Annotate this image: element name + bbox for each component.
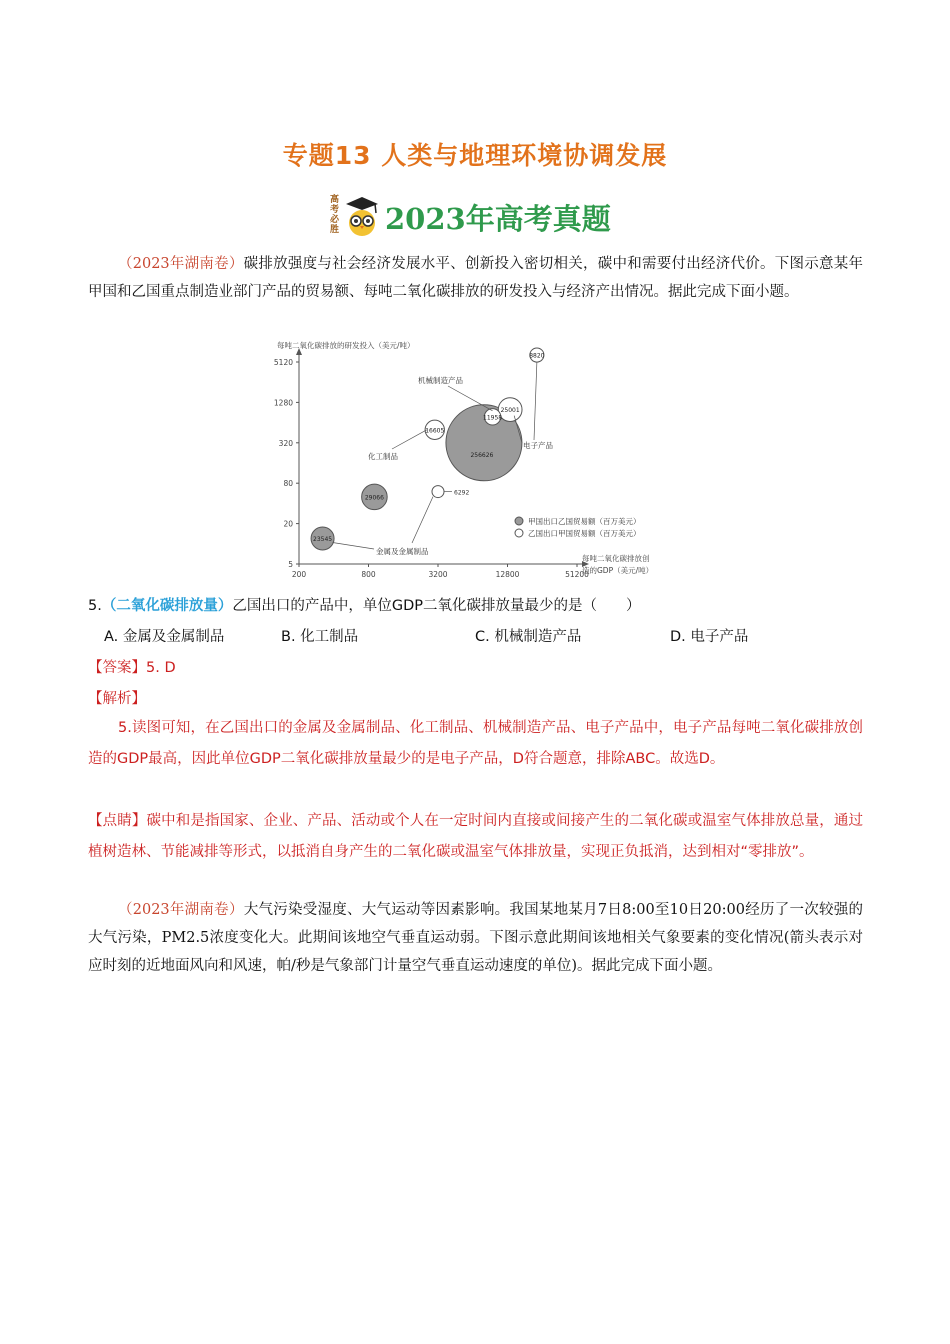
x-tick-label: 51200 <box>565 570 589 578</box>
bubble-chart <box>272 338 672 578</box>
question-tag: （二氧化碳排放量） <box>101 598 233 614</box>
answer-line: 【答案】5. D <box>88 660 176 676</box>
tip-paragraph <box>88 806 863 868</box>
leader-line <box>333 542 374 549</box>
bubble-value-label: 256626 <box>470 451 494 459</box>
legend-marker <box>515 529 523 537</box>
x-tick-label: 200 <box>291 570 307 578</box>
x-axis-label: 造的GDP（美元/吨） <box>582 566 654 575</box>
option-d[interactable]: D. 电子产品 <box>670 629 749 645</box>
annotation-label: 电子产品 <box>523 441 553 450</box>
x-tick-label: 800 <box>361 570 376 578</box>
tip-text: 碳中和是指国家、企业、产品、活动或个人在一定时间内直接或间接产生的二氧化碳或温室气体排放总量，通过植树造林、节能减排等形式，以抵消自身产生的二氧化碳或温室气体排放量，实现正负抵消，达到相对“零排放”。 <box>88 813 863 860</box>
intro-paragraph-2 <box>88 896 863 980</box>
y-tick-label: 1280 <box>273 398 293 408</box>
annotation-label: 机械制造产品 <box>418 376 463 385</box>
annotation-label: 金属及金属制品 <box>376 547 429 556</box>
exam-badge <box>330 193 630 239</box>
bubble-value-label: 23545 <box>313 535 333 543</box>
y-tick-label: 5 <box>288 560 293 569</box>
analysis-label: 【解析】 <box>88 691 146 707</box>
bubble-value-label: 25001 <box>500 407 520 415</box>
legend-label: 乙国出口甲国贸易额（百万美元） <box>528 529 641 538</box>
y-tick-label: 20 <box>283 519 293 529</box>
bubble-value-label: 16605 <box>425 427 445 435</box>
analysis-text: 5.读图可知，在乙国出口的金属及金属制品、化工制品、机械制造产品、电子产品中，电子产品每吨二氧化碳排放创造的GDP最高，因此单位GDP二氧化碳排放量最少的是电子产品，D符合题意，排除ABC。故选D。 <box>88 720 863 767</box>
x-axis-label: 每吨二氧化碳排放创 <box>582 554 650 563</box>
legend-label: 甲国出口乙国贸易额（百万美元） <box>528 517 641 526</box>
question-number: 5. <box>88 598 102 614</box>
tip-label: 【点睛】 <box>88 813 147 829</box>
badge-main-text: 2023年高考真题 <box>385 202 611 236</box>
owl-mascot-icon <box>342 195 382 237</box>
source-label-2: （2023年湖南卷） <box>118 902 244 918</box>
option-a[interactable]: A. 金属及金属制品 <box>104 629 225 645</box>
y-tick-label: 80 <box>283 479 293 489</box>
page-title: 专题13 人类与地理环境协调发展 <box>282 141 668 170</box>
leader-line <box>534 362 537 440</box>
y-axis-label: 每吨二氧化碳排放的研发投入（美元/吨） <box>277 341 415 350</box>
source-label: （2023年湖南卷） <box>118 256 244 272</box>
x-tick-label: 12800 <box>495 570 520 578</box>
option-c[interactable]: C. 机械制造产品 <box>475 629 582 645</box>
bubble-value-label: 11958 <box>483 414 503 422</box>
bubble-value-label: 6292 <box>454 489 470 497</box>
y-tick-label: 5120 <box>273 358 293 367</box>
bubble-hollow <box>432 486 444 498</box>
intro-text: 碳排放强度与社会经济发展水平、创新投入密切相关，碳中和需要付出经济代价。下图示意某年甲国和乙国重点制造业部门产品的贸易额、每吨二氧化碳排放的研发投入与经济产出情况。据此完成下面小题。 <box>88 256 863 300</box>
bubble-value-label: 8820 <box>529 352 545 360</box>
leader-line <box>392 430 427 449</box>
x-tick-label: 3200 <box>428 570 448 578</box>
leader-line <box>412 497 433 543</box>
y-tick-label: 320 <box>278 438 293 448</box>
badge-side-text: 高考必胜 <box>330 195 340 235</box>
option-b[interactable]: B. 化工制品 <box>281 629 359 645</box>
question-stem: 乙国出口的产品中，单位GDP二氧化碳排放量最少的是（ ） <box>232 598 641 614</box>
annotation-label: 化工制品 <box>368 452 398 461</box>
intro-text-2: 大气污染受湿度、大气运动等因素影响。我国某地某月7日8:00至10日20:00经历了一次较强的大气污染，PM2.5浓度变化大。此期间该地空气垂直运动弱。下图示意此期间该地相关气象要素的变化情况(箭头表示对应时刻的近地面风向和风速，帕/秒是气象部门计量空气垂直运动速度的单位)。据此完成下面小题。 <box>88 902 863 974</box>
bubble-value-label: 29066 <box>364 494 384 502</box>
question-5 <box>88 594 641 618</box>
legend-marker <box>515 517 523 525</box>
intro-paragraph-1 <box>88 250 863 306</box>
